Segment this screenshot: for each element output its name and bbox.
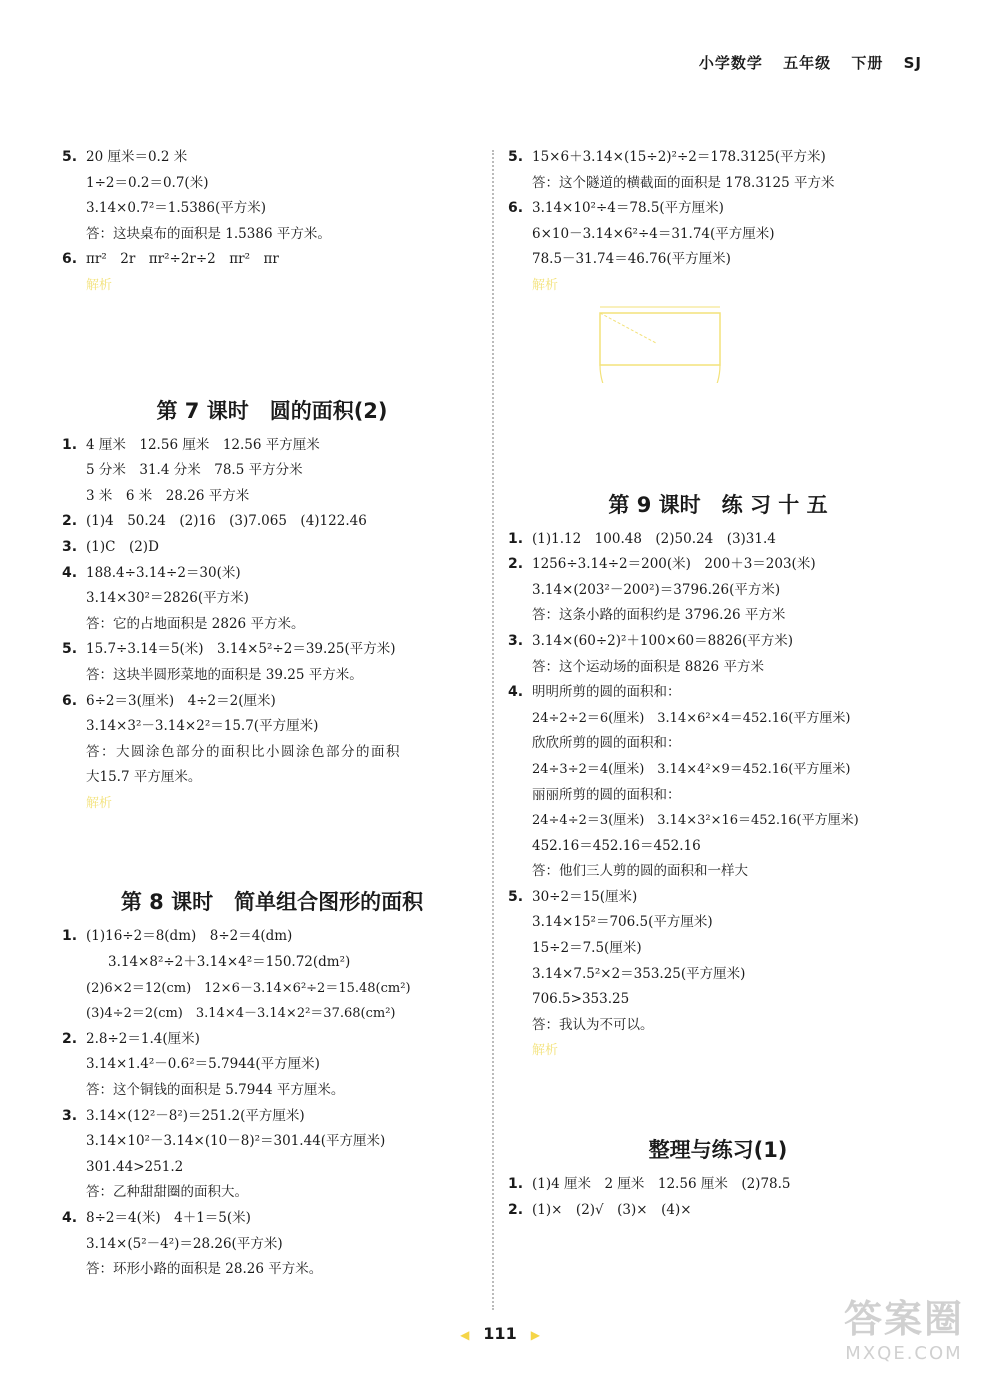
analysis-label: 解析	[86, 277, 113, 293]
answer-line: 答：这块半圆形菜地的面积是 39.25 平方米。	[86, 666, 363, 683]
answer-text: 15.7÷3.14＝5(米) 3.14×5²÷2＝39.25(平方米)	[86, 641, 396, 658]
answer-line: 欣欣所剪的圆的面积和：	[532, 735, 681, 752]
question-number: 3.	[62, 538, 78, 555]
rectangle-arc-figure	[596, 303, 726, 383]
question-number: 5.	[62, 149, 78, 165]
answer-line: 5 分米 31.4 分米 78.5 平方分米	[86, 462, 303, 479]
answer-line: 3.14×3²－3.14×2²＝15.7(平方厘米)	[86, 718, 319, 735]
answer-text: 3.14×10²÷4＝78.5(平方厘米)	[532, 200, 724, 217]
answer-line: 答：这个运动场的面积是 8826 平方米	[532, 658, 764, 675]
question-number: 5.	[62, 641, 78, 658]
answer-line: 答：它的占地面积是 2826 平方米。	[86, 615, 305, 632]
answer-line: 3.14×30²＝2826(平方米)	[86, 590, 249, 607]
question-number: 4.	[62, 1210, 78, 1226]
answer-line: 3.14×(203²－200²)＝3796.26(平方米)	[532, 581, 781, 598]
answer-line: 452.16＝452.16＝452.16	[532, 837, 701, 854]
answer-line: 6×10－3.14×6²÷4＝31.74(平方厘米)	[532, 225, 775, 242]
answer-line: 24÷2÷2＝6(厘米) 3.14×6²×4＝452.16(平方厘米)	[532, 710, 851, 726]
answer-line: 答：这个隧道的横截面的面积是 178.3125 平方米	[532, 174, 835, 191]
answer-line	[62, 433, 482, 459]
question-number: 6.	[62, 251, 78, 268]
answer-line: 24÷3÷2＝4(厘米) 3.14×4²×9＝452.16(平方厘米)	[532, 761, 851, 777]
analysis-label: 解析	[532, 1043, 559, 1059]
section-title-lesson8: 第 8 课时 简单组合图形的面积	[120, 890, 424, 915]
answer-line: (3)4÷2＝2(cm) 3.14×4－3.14×2²＝37.68(cm²)	[86, 1006, 396, 1022]
answer-line: 78.5－31.74＝46.76(平方厘米)	[532, 251, 731, 268]
answer-text: 3.14×(60÷2)²＋100×60＝8826(平方米)	[532, 632, 794, 649]
answer-line: 大15.7 平方厘米。	[86, 769, 202, 786]
answer-line: 3.14×15²＝706.5(平方厘米)	[532, 914, 713, 931]
header-grade: 五年级	[783, 54, 832, 72]
header-edition: SJ	[903, 54, 922, 72]
answer-line	[508, 680, 928, 706]
answer-line	[508, 1172, 928, 1198]
answer-line: 1÷2＝0.2＝0.7(米)	[86, 174, 209, 191]
answer-text: 4 厘米 12.56 厘米 12.56 平方厘米	[86, 436, 320, 453]
answer-line: 3.14×1.4²－0.6²＝5.7944(平方厘米)	[86, 1056, 320, 1073]
answer-line: 答：这个铜钱的面积是 5.7944 平方厘米。	[86, 1082, 345, 1099]
left-column	[62, 145, 482, 1283]
question-number: 4.	[62, 564, 78, 581]
answer-line: 3.14×8²÷2＋3.14×4²＝150.72(dm²)	[108, 954, 351, 971]
answer-line	[62, 535, 482, 561]
analysis-label: 解析	[532, 277, 559, 293]
answer-text: 2.8÷2＝1.4(厘米)	[86, 1030, 200, 1047]
answer-line	[508, 527, 928, 553]
answer-text: 20 厘米＝0.2 米	[86, 149, 188, 165]
answer-line: 301.44>251.2	[86, 1158, 184, 1175]
answer-text: (1)C (2)D	[86, 538, 159, 555]
answer-line: 3.14×(5²－4²)＝28.26(平方米)	[86, 1235, 283, 1252]
section-title-review: 整理与练习(1)	[648, 1138, 788, 1163]
answer-line: 706.5>353.25	[532, 991, 630, 1008]
answer-text: 15×6＋3.14×(15÷2)²÷2＝178.3125(平方米)	[532, 149, 826, 165]
answer-text: 30÷2＝15(厘米)	[532, 888, 638, 905]
answer-text: πr² 2r πr²÷2r÷2 πr² πr	[86, 251, 279, 268]
answer-text: 1256÷3.14÷2＝200(米) 200＋3＝203(米)	[532, 556, 816, 573]
question-number: 2.	[62, 513, 78, 530]
answer-text: (1)4 厘米 2 厘米 12.56 厘米 (2)78.5	[532, 1176, 791, 1193]
answer-line: 3.14×7.5²×2＝353.25(平方厘米)	[532, 965, 746, 982]
answer-text: 明明所剪的圆的面积和：	[532, 684, 681, 701]
watermark	[844, 1288, 964, 1364]
analysis-label: 解析	[86, 795, 113, 811]
answer-text: (1)1.12 100.48 (2)50.24 (3)31.4	[532, 530, 776, 547]
answer-line	[508, 552, 928, 578]
answer-line	[62, 247, 482, 273]
answer-line: 3.14×10²－3.14×(10－8)²＝301.44(平方厘米)	[86, 1133, 386, 1150]
answer-line: 24÷4÷2＝3(厘米) 3.14×3²×16＝452.16(平方厘米)	[532, 813, 859, 829]
question-number: 1.	[62, 928, 78, 945]
header-subject: 小学数学	[698, 54, 763, 72]
answer-line	[508, 629, 928, 655]
answer-text: 3.14×(12²－8²)＝251.2(平方厘米)	[86, 1107, 305, 1124]
question-number: 3.	[62, 1107, 78, 1124]
answer-line: 答：环形小路的面积是 28.26 平方米。	[86, 1261, 323, 1278]
answer-text: 188.4÷3.14÷2＝30(米)	[86, 564, 241, 581]
section-title-lesson7: 第 7 课时 圆的面积(2)	[156, 398, 388, 423]
question-number: 6.	[508, 200, 524, 217]
answer-line: 15÷2＝7.5(厘米)	[532, 940, 642, 957]
answer-line: 答：这块桌布的面积是 1.5386 平方米。	[86, 225, 331, 242]
right-column	[508, 145, 928, 1223]
section-title-lesson9: 第 9 课时 练 习 十 五	[608, 492, 828, 517]
answer-line	[508, 196, 928, 222]
right-arrow-icon: ▶	[530, 1328, 540, 1342]
answer-line	[508, 1198, 928, 1224]
question-number: 1.	[62, 436, 78, 453]
question-number: 5.	[508, 888, 524, 905]
header-volume: 下册	[851, 54, 884, 72]
answer-text: (1)16÷2＝8(dm) 8÷2＝4(dm)	[86, 928, 293, 945]
question-number: 4.	[508, 684, 524, 701]
answer-line: 答：我认为不可以。	[532, 1016, 654, 1033]
question-number: 2.	[62, 1030, 78, 1047]
left-arrow-icon: ◀	[460, 1328, 470, 1342]
answer-line	[62, 561, 482, 587]
answer-line: 丽丽所剪的圆的面积和：	[532, 786, 681, 803]
answer-line: (2)6×2＝12(cm) 12×6－3.14×6²÷2＝15.48(cm²)	[86, 980, 411, 996]
watermark-url: MXQE.COM	[845, 1343, 963, 1364]
page-number-text: 111	[483, 1324, 517, 1343]
answer-line	[62, 637, 482, 663]
question-number: 2.	[508, 556, 524, 573]
answer-line	[508, 145, 928, 171]
question-number: 6.	[62, 692, 78, 709]
answer-line	[62, 1104, 482, 1130]
answer-line	[62, 1206, 482, 1232]
watermark-logo: 答案圈	[843, 1297, 964, 1341]
answer-text: 6÷2＝3(厘米) 4÷2＝2(厘米)	[86, 692, 276, 709]
question-number: 5.	[508, 149, 524, 165]
answer-line	[508, 885, 928, 911]
answer-text: 8÷2＝4(米) 4＋1＝5(米)	[86, 1210, 251, 1226]
answer-line: 答：这条小路的面积约是 3796.26 平方米	[532, 607, 786, 624]
answer-line: 答：他们三人剪的圆的面积和一样大	[532, 863, 748, 880]
page-header	[685, 52, 922, 73]
answer-line: 3.14×0.7²＝1.5386(平方米)	[86, 200, 267, 217]
answer-text: (1)× (2)√ (3)× (4)×	[532, 1201, 692, 1218]
answer-text: (1)4 50.24 (2)16 (3)7.065 (4)122.46	[86, 513, 367, 530]
analysis-figure	[596, 303, 726, 383]
question-number: 1.	[508, 1176, 524, 1193]
answer-line: 答：大圆涂色部分的面积比小圆涂色部分的面积	[86, 743, 401, 760]
answer-line: 答：乙种甜甜圈的面积大。	[86, 1184, 248, 1201]
answer-line: 3 米 6 米 28.26 平方米	[86, 487, 250, 504]
answer-line	[62, 924, 482, 950]
question-number: 2.	[508, 1201, 524, 1218]
column-divider	[492, 150, 494, 1310]
answer-line	[62, 689, 482, 715]
answer-line	[62, 145, 482, 171]
answer-line	[62, 509, 482, 535]
question-number: 3.	[508, 632, 524, 649]
answer-line	[62, 1027, 482, 1053]
question-number: 1.	[508, 530, 524, 547]
